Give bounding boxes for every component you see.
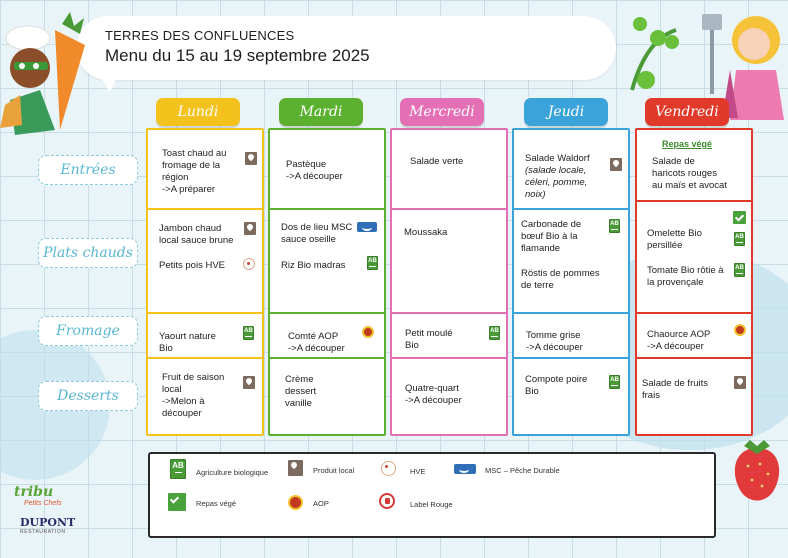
jeudi-dessert-line: Bio: [525, 386, 539, 397]
jeudi-entree-detail: céleri, pomme,: [525, 177, 588, 188]
divider-jeudi-3: [512, 357, 630, 359]
mardi-entree-line: ->A découper: [286, 171, 343, 182]
divider-mardi-2: [268, 312, 386, 314]
org-name: TERRES DES CONFLUENCES: [105, 28, 295, 43]
mardi-plat1-line: Dos de lieu MSC: [281, 222, 353, 233]
mercredi-dessert: [405, 383, 462, 407]
jeudi-fromage-line: ->A découper: [526, 342, 583, 353]
lundi-plat1-line: Jambon chaud: [159, 223, 222, 234]
mardi-plat1: [281, 222, 352, 246]
divider-jeudi-2: [512, 312, 630, 314]
row-label-plats-chauds: Plats chauds: [38, 238, 138, 268]
lundi-dessert-line: Fruit de saison: [162, 372, 225, 383]
local-product-icon: [734, 376, 746, 389]
lundi-entree-line: fromage de la: [162, 160, 221, 171]
legend-hve-label: HVE: [410, 467, 426, 476]
dupont-logo: [20, 516, 75, 535]
aop-icon: [734, 324, 746, 336]
jeudi-plat1-line: bœuf Bio à la: [521, 231, 578, 242]
vendredi-fromage-line: Chaource AOP: [647, 329, 711, 340]
day-header-jeudi: Jeudi: [524, 98, 608, 126]
vendredi-fromage: [647, 329, 710, 353]
jeudi-plat1-line: Carbonade de: [521, 219, 582, 230]
local-product-icon: [245, 152, 257, 165]
jeudi-dessert-line: Compote poire: [525, 374, 588, 385]
mercredi-dessert-line: Quatre-quart: [405, 383, 459, 394]
jeudi-plat2-line: Röstis de pommes: [521, 268, 600, 279]
hve-icon: [381, 461, 396, 476]
mercredi-dessert-line: ->A découper: [405, 395, 462, 406]
lundi-plat1: [159, 223, 233, 247]
strawberry-illustration: [726, 434, 788, 514]
jeudi-dessert: [525, 374, 587, 398]
lundi-fromage: [159, 331, 216, 355]
mardi-fromage-line: Comté AOP: [288, 331, 339, 342]
divider-mercredi-1: [390, 208, 508, 210]
lundi-entree-line: Toast chaud au: [162, 148, 227, 159]
repas-vege-badge: Repas végé: [662, 139, 713, 149]
bio-icon: AB: [367, 256, 378, 270]
day-header-mardi: Mardi: [279, 98, 363, 126]
jeudi-plat2-line: de terre: [521, 280, 554, 291]
vendredi-entree-line: au maïs et avocat: [652, 180, 727, 191]
mardi-dessert-line: dessert: [285, 386, 317, 397]
mardi-fromage: [288, 331, 345, 355]
vendredi-plat1-line: Omelette Bio: [647, 228, 702, 239]
lundi-entree-line: région: [162, 172, 189, 183]
jeudi-entree-detail: noix): [525, 189, 546, 200]
jeudi-plat1-line: flamande: [521, 243, 561, 254]
bio-icon: AB: [243, 326, 254, 340]
header-bubble-tail: [96, 70, 120, 92]
vendredi-entree-line: haricots rouges: [652, 168, 717, 179]
mercredi-plat1: Moussaka: [404, 227, 448, 238]
lundi-fromage-line: Bio: [159, 343, 173, 354]
vendredi-plat2-line: Tomate Bio rôtie à: [647, 265, 724, 276]
lundi-dessert-line: découper: [162, 408, 202, 419]
divider-vendredi-2: [635, 312, 753, 314]
mercredi-fromage-line: Bio: [405, 340, 419, 351]
divider-mardi-1: [268, 208, 386, 210]
local-product-icon: [243, 376, 255, 389]
legend-vege-label: Repas végé: [196, 499, 237, 508]
bio-icon: AB: [734, 263, 745, 277]
aop-icon: [288, 495, 303, 510]
divider-lundi-1: [146, 208, 264, 210]
lundi-entree: [162, 148, 226, 196]
mardi-fromage-line: ->A découper: [288, 343, 345, 354]
lundi-dessert-line: local: [162, 384, 182, 395]
legend-label-rouge-label: Label Rouge: [410, 500, 453, 509]
row-label-fromage: Fromage: [38, 316, 138, 346]
jeudi-plat1: [521, 219, 581, 255]
day-header-lundi: Lundi: [156, 98, 240, 126]
label-rouge-icon: [379, 493, 395, 509]
dupont-logo-sub: RESTAURATION: [20, 529, 66, 535]
jeudi-fromage-line: Tomme grise: [526, 330, 581, 341]
msc-icon: [357, 222, 377, 232]
vege-icon: [168, 493, 186, 511]
tribu-logo: [14, 484, 94, 507]
aop-icon: [362, 326, 374, 338]
vendredi-plat1: [647, 228, 702, 252]
day-header-mercredi: Mercredi: [400, 98, 484, 126]
jeudi-fromage: [526, 330, 583, 354]
bio-icon: AB: [489, 326, 500, 340]
jeudi-entree: [525, 153, 590, 201]
vendredi-dessert: [642, 378, 708, 402]
divider-mardi-3: [268, 357, 386, 359]
lundi-fromage-line: Yaourt nature: [159, 331, 216, 342]
lundi-dessert: [162, 372, 224, 420]
mardi-dessert-line: vanille: [285, 398, 312, 409]
legend-msc-label: MSC – Pêche Durable: [485, 466, 560, 475]
hve-icon: [243, 258, 255, 270]
tribu-logo-word: tribu: [14, 484, 54, 500]
divider-vendredi-1: [635, 200, 753, 202]
bio-icon: AB: [609, 219, 620, 233]
mardi-entree: [286, 159, 343, 183]
vendredi-entree: [652, 156, 727, 192]
vendredi-dessert-line: frais: [642, 390, 660, 401]
day-header-vendredi: Vendredi: [645, 98, 729, 126]
local-product-icon: [244, 222, 256, 235]
kid-chef-carrot-illustration: [0, 10, 90, 135]
bio-icon: AB: [609, 375, 620, 389]
mardi-entree-line: Pastèque: [286, 159, 327, 170]
vendredi-dessert-line: Salade de fruits: [642, 378, 709, 389]
divider-lundi-3: [146, 357, 264, 359]
vendredi-entree-line: Salade de: [652, 156, 695, 167]
jeudi-plat2: [521, 268, 600, 292]
mercredi-entree: Salade verte: [410, 156, 464, 167]
msc-icon: [454, 464, 476, 474]
divider-mercredi-3: [390, 357, 508, 359]
lundi-plat2: Petits pois HVE: [159, 260, 225, 271]
mardi-dessert-line: Crème: [285, 374, 314, 385]
legend-bio-label: Agriculture biologique: [196, 468, 269, 477]
divider-mercredi-2: [390, 312, 508, 314]
mardi-plat2: Riz Bio madras: [281, 260, 346, 271]
vendredi-plat2-line: la provençale: [647, 277, 704, 288]
vege-icon: [733, 211, 746, 224]
dupont-logo-name: DUPONT: [20, 516, 76, 529]
vendredi-plat1-line: persillée: [647, 240, 683, 251]
row-label-entrees: Entrées: [38, 155, 138, 185]
mercredi-fromage: [405, 328, 453, 352]
divider-lundi-2: [146, 312, 264, 314]
bio-icon: AB: [734, 232, 745, 246]
divider-jeudi-1: [512, 208, 630, 210]
jeudi-entree-detail: (salade locale,: [525, 165, 587, 176]
lundi-entree-line: ->A préparer: [162, 184, 216, 195]
lundi-plat1-line: local sauce brune: [159, 235, 234, 246]
legend-aop-label: AOP: [313, 499, 329, 508]
menu-title: Menu du 15 au 19 septembre 2025: [105, 46, 370, 65]
local-product-icon: [610, 158, 622, 171]
divider-vendredi-3: [635, 357, 753, 359]
mercredi-fromage-line: Petit moulé: [405, 328, 453, 339]
tribu-logo-sub: Petits Chefs: [24, 500, 62, 507]
jeudi-entree-title: Salade Waldorf: [525, 153, 590, 164]
vendredi-fromage-line: ->A découper: [647, 341, 704, 352]
lundi-dessert-line: ->Melon à: [162, 396, 205, 407]
vendredi-plat2: [647, 265, 724, 289]
legend-local-label: Produit local: [313, 466, 355, 475]
bio-icon: AB: [170, 459, 186, 479]
local-product-icon: [288, 460, 303, 476]
legend-box: [148, 452, 716, 538]
mardi-plat1-line: sauce oseille: [281, 234, 336, 245]
mardi-dessert: [285, 374, 316, 410]
row-label-desserts: Desserts: [38, 381, 138, 411]
